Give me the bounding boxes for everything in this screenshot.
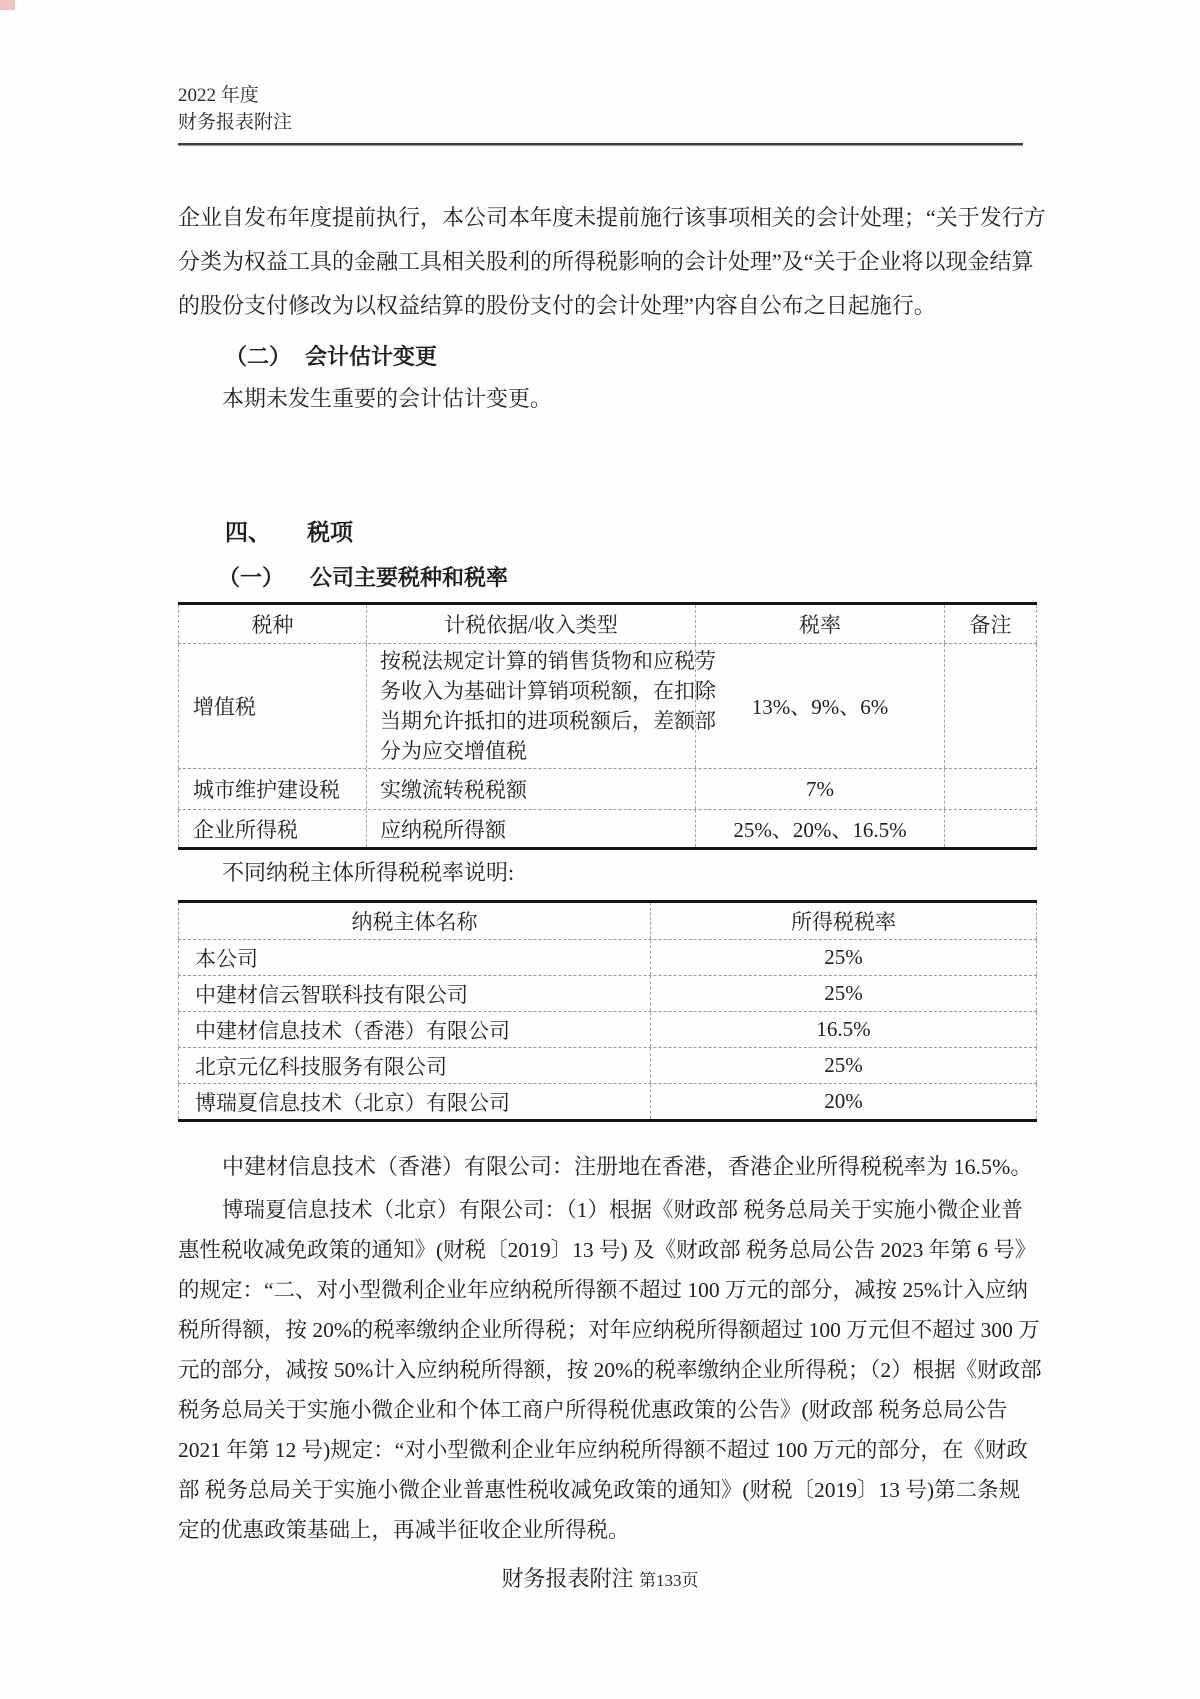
cell-entity-name: 中建材信息技术（香港）有限公司 <box>178 1012 650 1047</box>
note-tax-entities <box>178 856 1038 887</box>
cell-entity-rate: 25% <box>650 976 1037 1011</box>
paragraph-line: 定的优惠政策基础上，再减半征收企业所得税。 <box>178 1518 630 1542</box>
paragraph-line: 的股份支付修改为以权益结算的股份支付的会计处理”内容自公布之日起施行。 <box>178 293 936 318</box>
subsection-heading-tax-rates <box>178 561 1038 592</box>
header-cell-tax-type: 税种 <box>178 605 366 643</box>
heading-title: 会计估计变更 <box>305 344 438 369</box>
cell-entity-name: 北京元亿科技服务有限公司 <box>178 1048 650 1083</box>
cell-tax-type: 增值税 <box>178 644 366 768</box>
paragraph-line: 企业自发布年度提前执行，本公司本年度未提前施行该事项相关的会计处理；“关于发行方 <box>178 205 1046 230</box>
basis-line: 应纳税所得额 <box>380 817 506 842</box>
header-subtitle: 财务报表附注 <box>178 112 293 133</box>
cell-note <box>944 810 1037 847</box>
paragraph-line: 元的部分，减按 50%计入应纳税所得额，按 20%的税率缴纳企业所得税；（2）根据《财政部 <box>178 1358 1042 1382</box>
entity-rate-table <box>178 900 1037 1122</box>
header-rule <box>178 143 1023 146</box>
cell-entity-name: 中建材信云智联科技有限公司 <box>178 976 650 1011</box>
cell-entity-rate: 25% <box>650 1048 1037 1083</box>
footer-page-number: 第133页 <box>639 1571 699 1590</box>
paragraph-line: 惠性税收减免政策的通知》(财税〔2019〕13 号) 及《财政部 税务总局公告 2023 年第 6 号》 <box>178 1238 1037 1262</box>
scan-artifact-red-mark <box>0 0 15 10</box>
paragraph-line: 税务总局关于实施小微企业和个体工商户所得税优惠政策的公告》(财政部 税务总局公告 <box>178 1398 1008 1422</box>
cell-note <box>944 644 1037 768</box>
paragraph-hk-entity <box>178 1150 1038 1181</box>
heading-number: （二） <box>225 344 292 369</box>
table-row-entity <box>178 939 1037 975</box>
cell-rate: 7% <box>695 769 944 809</box>
cell-tax-type: 企业所得税 <box>178 810 366 847</box>
heading-accounting-estimate-change <box>178 340 1038 371</box>
cell-basis <box>366 810 695 847</box>
cell-entity-rate: 25% <box>650 940 1037 975</box>
paragraph-accounting-treatment <box>178 196 1046 328</box>
section-title: 税项 <box>307 520 353 545</box>
paragraph-brx-entity <box>178 1190 1042 1550</box>
paragraph-no-estimate-change <box>178 382 1038 413</box>
paragraph-line: 2021 年第 12 号)规定：“对小型微利企业年应纳税所得额不超过 100 万元的部分，在《财政 <box>178 1438 1028 1462</box>
cell-rate: 13%、9%、6% <box>695 644 944 768</box>
header-cell-basis: 计税依据/收入类型 <box>366 605 695 643</box>
section-number: 四、 <box>225 520 271 545</box>
paragraph-line: 中建材信息技术（香港）有限公司：注册地在香港，香港企业所得税税率为 16.5%。 <box>222 1154 1033 1179</box>
cell-tax-type: 城市维护建设税 <box>178 769 366 809</box>
tax-rate-table <box>178 602 1037 850</box>
subsection-number: （一） <box>218 565 285 590</box>
paragraph-line: 本期未发生重要的会计估计变更。 <box>222 386 553 411</box>
cell-entity-name: 博瑞夏信息技术（北京）有限公司 <box>178 1084 650 1119</box>
paragraph-line: 博瑞夏信息技术（北京）有限公司：（1）根据《财政部 税务总局关于实施小微企业普 <box>222 1198 1023 1222</box>
cell-basis <box>366 644 716 768</box>
basis-line: 按税法规定计算的销售货物和应税劳 <box>380 649 716 673</box>
subsection-title: 公司主要税种和税率 <box>310 565 509 590</box>
header-cell-entity-name: 纳税主体名称 <box>178 903 650 939</box>
table-row-entity <box>178 1011 1037 1047</box>
section-heading-tax <box>178 514 1038 547</box>
table-header-row <box>178 903 1037 939</box>
table-row-entity <box>178 1047 1037 1083</box>
header-cell-income-tax-rate: 所得税税率 <box>650 903 1037 939</box>
basis-line: 分为应交增值税 <box>380 739 527 763</box>
paragraph-line: 的规定：“二、对小型微利企业年应纳税所得额不超过 100 万元的部分，减按 25%计入应纳 <box>178 1278 1028 1302</box>
cell-entity-rate: 16.5% <box>650 1012 1037 1047</box>
basis-line: 实缴流转税税额 <box>380 778 527 802</box>
table-row-income-tax <box>178 809 1037 847</box>
header-cell-note: 备注 <box>944 605 1037 643</box>
table-row-city-tax <box>178 768 1037 809</box>
table-header-row <box>178 605 1037 643</box>
cell-rate: 25%、20%、16.5% <box>695 810 944 847</box>
footer-label: 财务报表附注 <box>501 1566 634 1591</box>
paragraph-line: 不同纳税主体所得税税率说明: <box>222 860 515 885</box>
header-cell-rate: 税率 <box>695 605 944 643</box>
cell-entity-name: 本公司 <box>178 940 650 975</box>
cell-basis <box>366 769 695 809</box>
basis-line: 当期允许抵扣的进项税额后，差额部 <box>380 709 716 733</box>
cell-entity-rate: 20% <box>650 1084 1037 1119</box>
page-header <box>178 82 292 136</box>
paragraph-line: 部 税务总局关于实施小微企业普惠性税收减免政策的通知》(财税〔2019〕13 号)第二条规 <box>178 1478 1021 1502</box>
table-row-entity <box>178 975 1037 1011</box>
paragraph-line: 税所得额，按 20%的税率缴纳企业所得税；对年应纳税所得额超过 100 万元但不超过 300 万 <box>178 1318 1040 1342</box>
page-footer <box>0 1562 1200 1593</box>
paragraph-line: 分类为权益工具的金融工具相关股利的所得税影响的会计处理”及“关于企业将以现金结算 <box>178 249 1034 274</box>
table-row-vat <box>178 643 1037 768</box>
header-year: 2022 年度 <box>178 85 259 106</box>
cell-note <box>944 769 1037 809</box>
table-row-entity <box>178 1083 1037 1119</box>
basis-line: 务收入为基础计算销项税额，在扣除 <box>380 679 716 703</box>
